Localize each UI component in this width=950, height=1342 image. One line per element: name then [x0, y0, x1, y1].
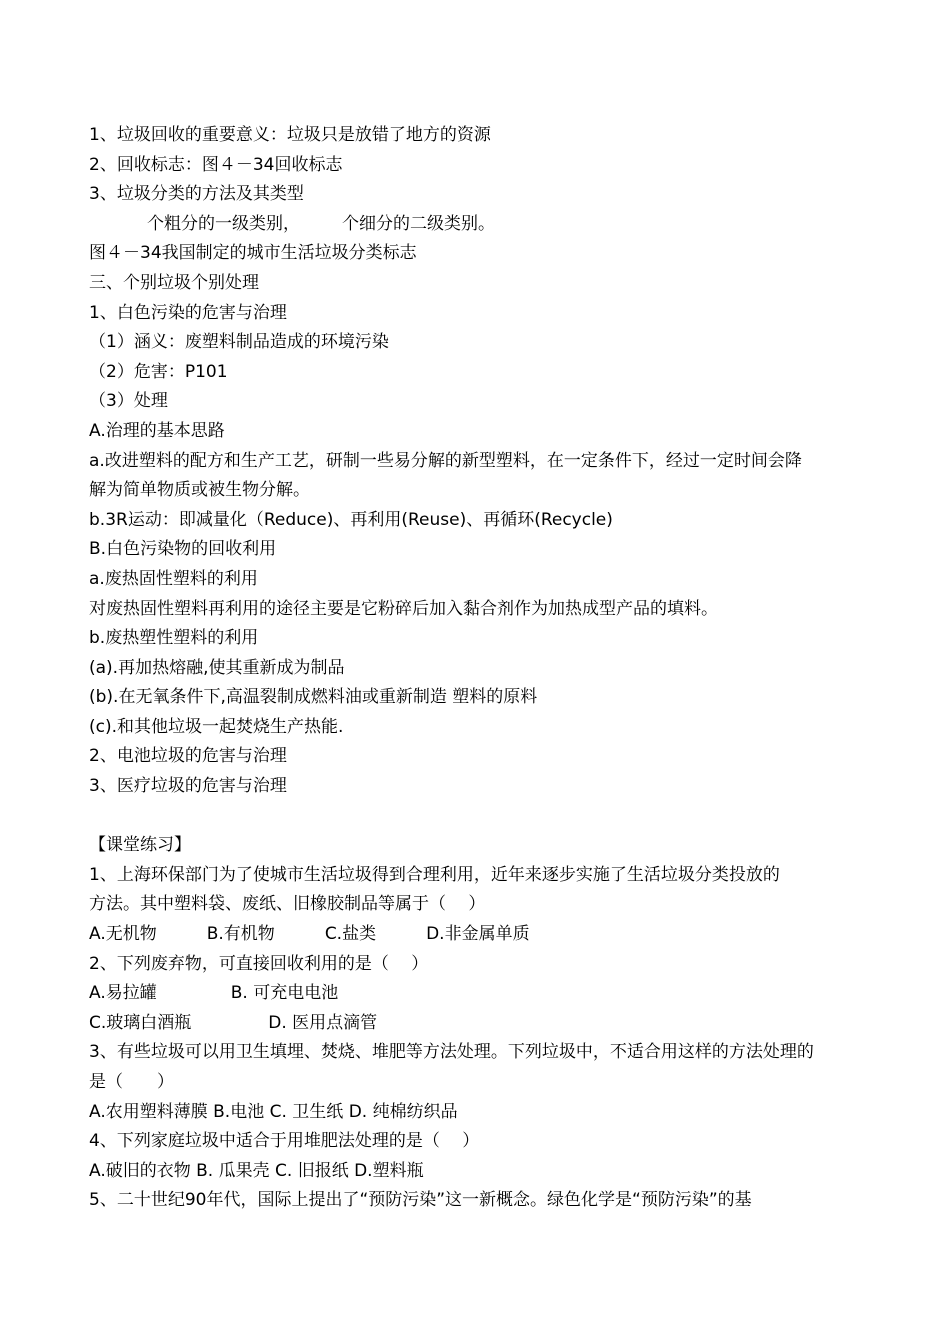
options-line: [89, 920, 867, 950]
text-line: (b).在无氧条件下,高温裂制成燃料油或重新制造 塑料的原料: [89, 687, 538, 708]
text-line: [89, 210, 867, 240]
options-line: [89, 1009, 867, 1039]
text-line: A.治理的基本思路: [89, 420, 225, 441]
text-line: （2）危害：P101: [89, 361, 228, 382]
text-line: B.白色污染物的回收利用: [89, 539, 277, 560]
text-line: 3、垃圾分类的方法及其类型: [89, 184, 304, 205]
text-line: (c).和其他垃圾一起焚烧生产热能.: [89, 716, 344, 737]
text-line: a.改进塑料的配方和生产工艺，研制一些易分解的新型塑料，在一定条件下，经过一定时间会降: [89, 450, 802, 471]
text-line: 1、垃圾回收的重要意义：垃圾只是放错了地方的资源: [89, 125, 491, 145]
document-page: [89, 121, 867, 1216]
question-text: 3、有些垃圾可以用卫生填埋、焚烧、堆肥等方法处理。下列垃圾中，不适合用这样的方法处理的: [89, 1042, 814, 1063]
text-line: （3）处理: [89, 391, 168, 412]
option-d: D.非金属单质: [426, 924, 530, 945]
option-d: D. 医用点滴管: [268, 1012, 378, 1033]
option-b: B. 可充电电池: [230, 983, 339, 1004]
text-line: (a).再加热熔融,使其重新成为制品: [89, 657, 345, 678]
text-fragment: 个细分的二级类别。: [342, 213, 495, 234]
question-text: 是（ ）: [89, 1072, 174, 1092]
text-line: 2、回收标志：图４－34回收标志: [89, 154, 343, 175]
question-text: 方法。其中塑料袋、废纸、旧橡胶制品等属于（ ）: [89, 894, 486, 915]
options-line: A.破旧的衣物 B. 瓜果壳 C. 旧报纸 D.塑料瓶: [89, 1160, 424, 1181]
blank-line: [89, 802, 867, 832]
options-line: [89, 979, 867, 1009]
options-line: A.农用塑料薄膜 B.电池 C. 卫生纸 D. 纯棉纺织品: [89, 1101, 458, 1122]
text-line: （1）涵义：废塑料制品造成的环境污染: [89, 332, 389, 353]
text-line: 图４－34我国制定的城市生活垃圾分类标志: [89, 243, 417, 264]
question-text: 1、上海环保部门为了使城市生活垃圾得到合理利用，近年来逐步实施了生活垃圾分类投放的: [89, 864, 780, 885]
question-text: 4、下列家庭垃圾中适合于用堆肥法处理的是（ ）: [89, 1131, 480, 1152]
text-line: b.废热塑性塑料的利用: [89, 628, 259, 649]
section-heading: 三、个别垃圾个别处理: [89, 272, 259, 293]
option-a: A.无机物: [89, 924, 157, 945]
text-fragment: 个粗分的一级类别，: [147, 213, 300, 234]
option-c: C.盐类: [324, 924, 377, 945]
text-line: 解为简单物质或被生物分解。: [89, 480, 310, 501]
text-line: 1、白色污染的危害与治理: [89, 302, 287, 323]
section-heading: 【课堂练习】: [89, 835, 191, 856]
option-b: B.有机物: [206, 924, 275, 945]
text-line: b.3R运动：即减量化（Reduce)、再利用(Reuse)、再循环(Recycle): [89, 509, 613, 530]
question-text: 2、下列废弃物，可直接回收利用的是（ ）: [89, 953, 429, 974]
question-text: 5、二十世纪90年代，国际上提出了“预防污染”这一新概念。绿色化学是“预防污染”的基: [89, 1190, 752, 1211]
option-a: A.易拉罐: [89, 983, 157, 1004]
text-line: a.废热固性塑料的利用: [89, 568, 258, 589]
option-c: C.玻璃白酒瓶: [89, 1012, 192, 1033]
text-line: 对废热固性塑料再利用的途径主要是它粉碎后加入黏合剂作为加热成型产品的填料。: [89, 598, 718, 619]
text-line: 3、医疗垃圾的危害与治理: [89, 776, 287, 797]
text-line: 2、电池垃圾的危害与治理: [89, 746, 287, 767]
